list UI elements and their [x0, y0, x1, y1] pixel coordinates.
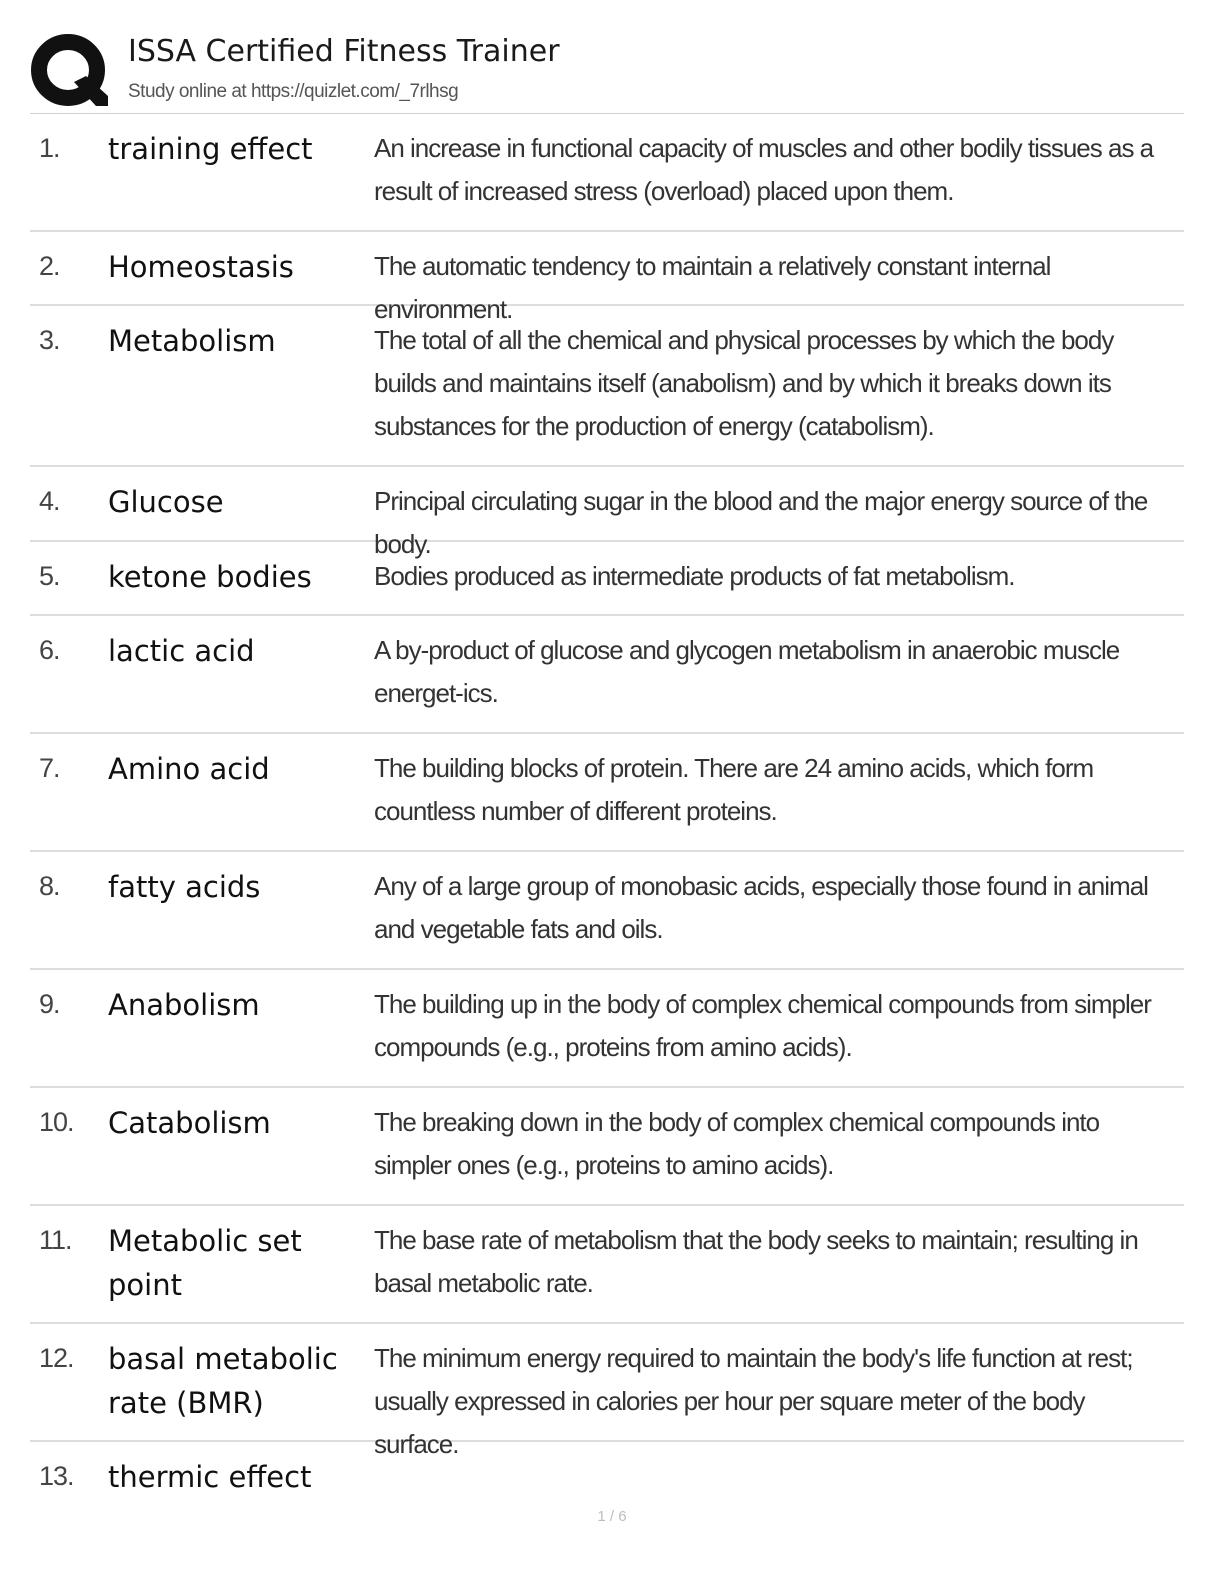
term-definition: The building up in the body of complex chemical compounds from simpler compounds (e.g., proteins from amino acids). — [374, 989, 1151, 1062]
term-row — [30, 970, 1184, 1088]
term-name: fatty acids — [108, 870, 261, 904]
term-name: training effect — [108, 132, 313, 166]
term-number: 12. — [39, 1343, 74, 1373]
term-definition: Bodies produced as intermediate products of fat metabolism. — [374, 561, 1015, 591]
term-row — [30, 542, 1184, 616]
term-number: 9. — [39, 989, 60, 1019]
term-row — [30, 734, 1184, 852]
term-list — [30, 114, 1184, 1522]
term-row — [30, 114, 1184, 232]
term-name: ketone bodies — [108, 560, 312, 594]
term-definition: Any of a large group of monobasic acids, especially those found in animal and vegetable fats and oils. — [374, 871, 1148, 944]
term-definition: The automatic tendency to maintain a relatively constant internal environment. — [374, 251, 1051, 324]
term-name: thermic effect — [108, 1460, 312, 1494]
term-number: 4. — [39, 486, 60, 516]
term-name: Catabolism — [108, 1106, 271, 1140]
term-definition: The base rate of metabolism that the body seeks to maintain; resulting in basal metabolic rate. — [374, 1225, 1138, 1298]
term-number: 7. — [39, 753, 60, 783]
term-row — [30, 1088, 1184, 1206]
term-definition: The total of all the chemical and physical processes by which the body builds and maintains itself (anabolism) and by which it breaks down its substances for the production of energy (catabolism). — [374, 325, 1114, 441]
term-row — [30, 852, 1184, 970]
term-definition: A by-product of glucose and glycogen metabolism in anaerobic muscle energet-ics. — [374, 635, 1120, 708]
term-number: 2. — [39, 251, 60, 281]
term-definition: An increase in functional capacity of muscles and other bodily tissues as a result of increased stress (overload) placed upon them. — [374, 133, 1154, 206]
term-definition: The building blocks of protein. There are 24 amino acids, which form countless number of different proteins. — [374, 753, 1094, 826]
term-row — [30, 1206, 1184, 1324]
term-name: basal metabolic rate (BMR) — [108, 1342, 338, 1420]
document-subtitle: Study online at https://quizlet.com/_7rlhsg — [128, 81, 459, 102]
term-number: 8. — [39, 871, 60, 901]
term-number: 1. — [39, 133, 60, 163]
term-name: Amino acid — [108, 752, 270, 786]
term-name: Homeostasis — [108, 250, 294, 284]
term-name: Anabolism — [108, 988, 260, 1022]
term-number: 3. — [39, 325, 60, 355]
term-row — [30, 467, 1184, 559]
term-row — [30, 1324, 1184, 1459]
term-name: lactic acid — [108, 634, 255, 668]
term-number: 11. — [39, 1225, 72, 1255]
term-definition: The minimum energy required to maintain the body's life function at rest; usually expressed in calories per hour per square meter of the body surface. — [374, 1343, 1133, 1459]
term-definition: Principal circulating sugar in the blood and the major energy source of the body. — [374, 486, 1148, 559]
page-number: 1 / 6 — [597, 1508, 627, 1525]
term-name: Glucose — [108, 485, 224, 519]
term-number: 6. — [39, 635, 60, 665]
term-definition: The breaking down in the body of complex chemical compounds into simpler ones (e.g., proteins to amino acids). — [374, 1107, 1100, 1180]
term-row — [30, 306, 1184, 467]
term-number: 5. — [39, 561, 60, 591]
term-row — [30, 616, 1184, 734]
document-header — [30, 30, 1184, 114]
document-title: ISSA Certified Fitness Trainer — [128, 34, 560, 69]
quizlet-logo-icon — [30, 30, 110, 110]
term-row — [30, 232, 1184, 324]
term-name: Metabolic set point — [108, 1224, 302, 1302]
term-number: 13. — [39, 1461, 74, 1491]
term-number: 10. — [39, 1107, 74, 1137]
term-name: Metabolism — [108, 324, 276, 358]
